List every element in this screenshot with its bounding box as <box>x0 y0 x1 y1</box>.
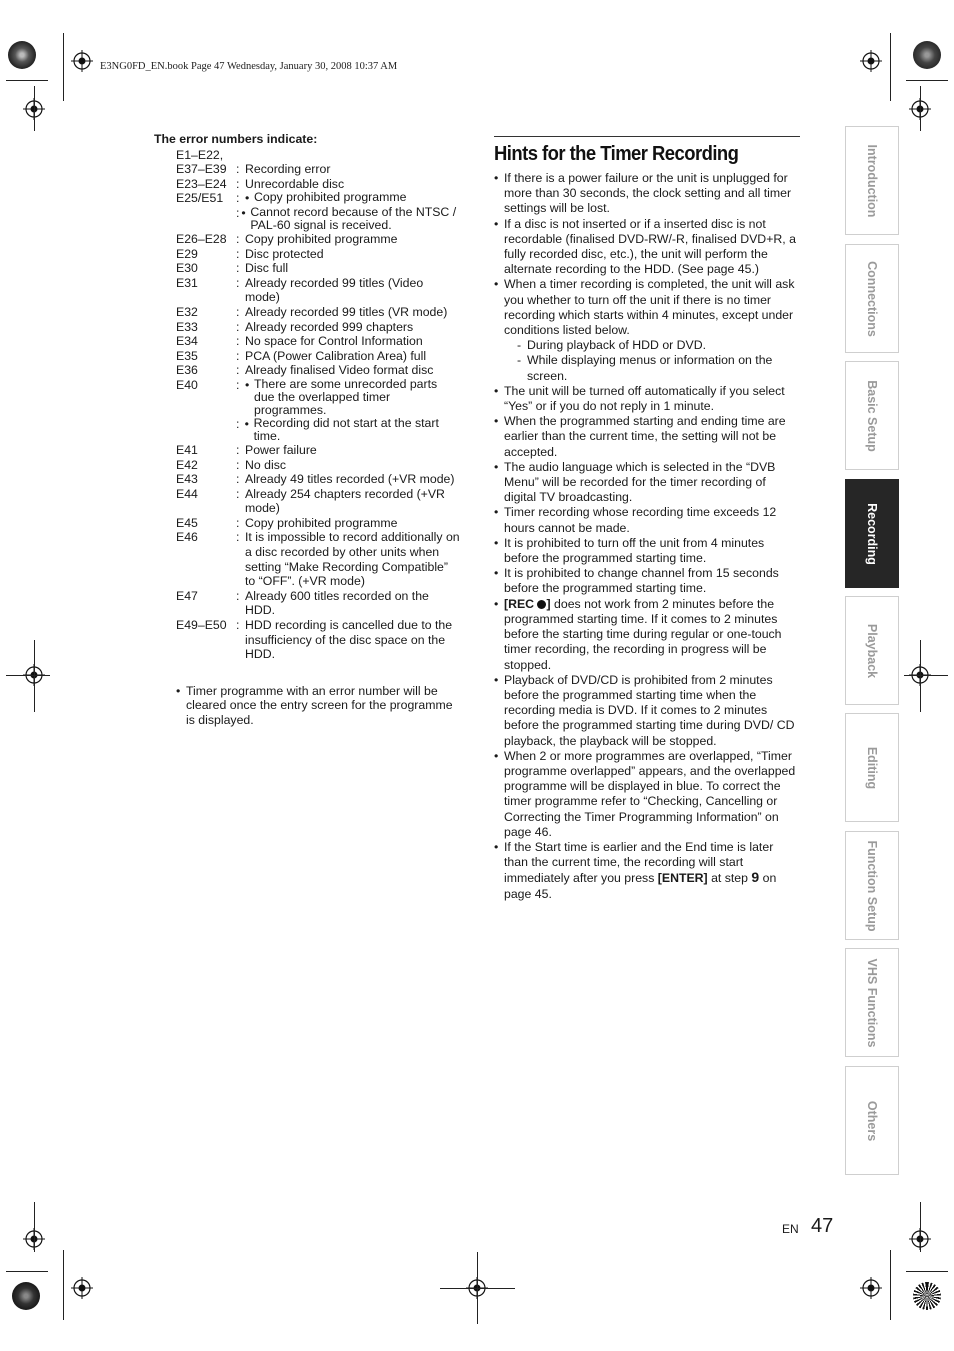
enter-key-label: [ENTER] <box>657 871 708 886</box>
error-code: E46 <box>176 530 198 545</box>
error-code: E47 <box>176 588 198 603</box>
hint-item: • The unit will be turned off automatically if you select “Yes” or if you do not reply in 1 minute. <box>494 384 800 414</box>
error-text: Already recorded 999 chapters <box>245 319 414 334</box>
error-row <box>176 530 460 588</box>
hint-item: • When the programmed starting and ending time are earlier than the current time, the setting will not be accepted. <box>494 414 800 460</box>
error-colon: : <box>236 191 240 206</box>
error-description <box>245 349 460 364</box>
error-code: E35 <box>176 348 198 363</box>
error-row <box>176 378 460 443</box>
hint-text: on page 45. <box>504 871 777 901</box>
error-colon: : <box>236 162 240 177</box>
registration-mark-icon <box>71 1277 93 1299</box>
error-code: E41 <box>176 442 198 457</box>
error-code: E34 <box>176 334 198 349</box>
error-code: E23–E24 <box>176 176 227 191</box>
error-colon: : <box>236 457 240 472</box>
error-colon: : <box>236 416 240 431</box>
note-item: • Timer programme with an error number will be cleared once the entry screen for the programme is displayed. <box>176 684 454 728</box>
section-rule <box>494 136 800 137</box>
book-header: E3NG0FD_EN.book Page 47 Wednesday, January 30, 2008 10:37 AM <box>100 61 398 72</box>
hint-sub-list <box>504 338 800 384</box>
hint-item <box>494 840 800 902</box>
color-target-icon <box>12 1282 40 1310</box>
hint-item: • If a disc is not inserted or if a inserted disc is not recordable (finalised DVD-RW/-R, finalised DVD+R, a fully recorded disc, etc.), the unit will perform the alternate recording to the HDD. (See page 45.) <box>494 217 800 278</box>
error-code: E40 <box>176 377 198 392</box>
error-bullet <box>245 191 460 206</box>
error-description <box>245 232 460 247</box>
hint-text: at step <box>707 871 752 886</box>
error-text: Already recorded 99 titles (VR mode) <box>245 304 448 319</box>
error-colon: : <box>236 176 240 191</box>
error-text: Recording error <box>245 162 331 177</box>
error-colon: : <box>236 275 240 290</box>
error-code: E26–E28 <box>176 231 227 246</box>
error-code: E36 <box>176 363 198 378</box>
error-text: Already 49 titles recorded (+VR mode) <box>245 472 455 487</box>
error-description <box>245 305 460 320</box>
error-row <box>176 191 460 232</box>
error-description <box>245 177 460 192</box>
error-row <box>176 363 460 378</box>
error-bullet <box>236 415 460 443</box>
error-row <box>176 305 460 320</box>
step-number: 9 <box>751 869 760 886</box>
tab-introduction[interactable]: Introduction <box>845 126 899 235</box>
bullet-text: There are some unrecorded parts due the overlapped timer programmes. <box>254 376 438 417</box>
error-description <box>245 458 460 473</box>
section-title: Hints for the Timer Recording <box>494 142 739 165</box>
color-target-icon <box>913 1282 941 1310</box>
error-code: E42 <box>176 457 198 472</box>
color-target-icon <box>913 41 941 69</box>
error-row <box>176 177 460 192</box>
error-description <box>245 443 460 458</box>
error-description <box>245 516 460 531</box>
bullet-icon: • <box>241 205 246 220</box>
error-code: E33 <box>176 319 198 334</box>
error-row <box>176 247 460 262</box>
error-colon: : <box>236 472 240 487</box>
hints-list <box>494 171 800 902</box>
hint-item: • The audio language which is selected in the “DVB Menu” will be recorded for the timer recording of digital TV broadcasting. <box>494 460 800 506</box>
registration-mark-icon <box>71 50 93 72</box>
tab-recording[interactable]: Recording <box>845 479 899 588</box>
bullet-icon: • <box>244 416 249 431</box>
registration-mark-icon <box>860 1277 882 1299</box>
error-description <box>245 320 460 335</box>
error-code: E49–E50 <box>176 618 227 633</box>
error-code: E1–E22, <box>176 147 224 162</box>
error-code: E45 <box>176 515 198 530</box>
error-code: E31 <box>176 275 198 290</box>
error-text: Power failure <box>245 442 317 457</box>
tab-playback[interactable]: Playback <box>845 596 899 705</box>
hint-sub-item: - During playback of HDD or DVD. <box>517 338 800 353</box>
rec-key-label-end: ] <box>546 596 551 611</box>
error-row <box>176 320 460 335</box>
error-text: Already 254 chapters recorded (+VR mode) <box>245 486 445 516</box>
hints-section <box>494 136 800 902</box>
bullet-icon: • <box>245 377 250 392</box>
error-text: Already finalised Video format disc <box>245 363 434 378</box>
hint-item: • It is prohibited to change channel from 15 seconds before the programmed starting time. <box>494 566 800 596</box>
error-description <box>245 276 460 305</box>
error-description <box>245 530 460 588</box>
error-description <box>245 618 460 662</box>
error-row <box>176 334 460 349</box>
error-row <box>176 516 460 531</box>
error-row <box>176 458 460 473</box>
error-description <box>245 162 460 177</box>
error-colon: : <box>236 348 240 363</box>
error-code: E44 <box>176 486 198 501</box>
error-row <box>176 487 460 516</box>
error-code: E43 <box>176 472 198 487</box>
hint-item: • It is prohibited to turn off the unit from 4 minutes before the programmed starting time. <box>494 536 800 566</box>
error-text: HDD recording is cancelled due to the insufficiency of the disc space on the HDD. <box>245 618 453 662</box>
tab-function-setup[interactable]: Function Setup <box>845 831 899 940</box>
error-colon: : <box>236 205 240 220</box>
hint-text: does not work from 2 minutes before the programmed starting time. If it comes to 2 minutes before the starting time during regular or one-touch timer recording, the recording in progress will be stopped. <box>504 596 782 672</box>
error-note <box>176 684 454 728</box>
error-code: E25/E51 <box>176 191 224 206</box>
hint-sub-item: - While displaying menus or information on the screen. <box>517 353 800 383</box>
error-colon <box>236 148 245 163</box>
tab-vhs-functions[interactable]: VHS Functions <box>845 948 899 1057</box>
tab-basic-setup[interactable]: Basic Setup <box>845 361 899 470</box>
hint-item <box>494 597 800 673</box>
error-row <box>176 443 460 458</box>
error-description <box>245 247 460 262</box>
error-text: Already recorded 99 titles (Video mode) <box>245 275 424 305</box>
error-colon: : <box>236 530 240 545</box>
registration-mark-icon <box>860 50 882 72</box>
error-bullet <box>245 378 460 417</box>
error-numbers-section <box>154 132 464 728</box>
error-row <box>176 472 460 487</box>
error-text: Disc protected <box>245 246 324 261</box>
error-colon: : <box>236 588 240 603</box>
error-row <box>176 261 460 276</box>
error-description <box>236 190 460 232</box>
hint-item <box>494 277 800 383</box>
error-colon: : <box>236 246 240 261</box>
error-row <box>176 589 460 618</box>
bullet-text: Cannot record because of the NTSC / PAL-60 signal is received. <box>250 204 457 232</box>
error-table <box>176 148 460 662</box>
bullet-text: Copy prohibited programme <box>254 190 407 205</box>
error-code: E30 <box>176 261 198 276</box>
error-text: Already 600 titles recorded on the HDD. <box>245 588 429 618</box>
error-colon: : <box>236 363 240 378</box>
error-colon: : <box>236 618 240 633</box>
error-heading: The error numbers indicate: <box>154 132 318 146</box>
error-description <box>245 472 460 487</box>
hint-item: • When 2 or more programmes are overlapped, “Timer programme overlapped” appears, and the overlapped programme will be displayed in blue. To correct the timer programme refer to “Checking, Cancelling or Correcting the Timer Programming Information” on page 46. <box>494 749 800 840</box>
error-code: E37–E39 <box>176 162 227 177</box>
hint-item: • Timer recording whose recording time exceeds 12 hours cannot be made. <box>494 505 800 535</box>
error-description <box>245 589 460 618</box>
error-description <box>236 376 460 443</box>
error-colon: : <box>236 515 240 530</box>
error-text: No disc <box>245 457 287 472</box>
error-row <box>176 162 460 177</box>
error-colon: : <box>236 319 240 334</box>
error-row <box>176 232 460 247</box>
error-row <box>176 349 460 364</box>
error-description <box>245 148 460 163</box>
error-text: PCA (Power Calibration Area) full <box>245 348 427 363</box>
error-colon: : <box>236 442 240 457</box>
hint-text: When a timer recording is completed, the unit will ask you whether to turn off the unit if there is no timer recording which starts within 4 minutes, except under conditions listed below. <box>504 277 795 338</box>
bullet-icon: • <box>245 191 250 206</box>
tab-connections[interactable]: Connections <box>845 244 899 353</box>
error-text: It is impossible to record additionally on a disc recorded by other units when setting “Make Recording Compatible” to “OFF”. (+VR mode) <box>245 530 460 589</box>
error-text: Copy prohibited programme <box>245 231 398 246</box>
color-target-icon <box>8 41 36 69</box>
error-description <box>245 487 460 516</box>
error-text: Disc full <box>245 261 289 276</box>
error-row <box>176 276 460 305</box>
error-colon: : <box>236 261 240 276</box>
error-colon: : <box>236 486 240 501</box>
hint-item: • Playback of DVD/CD is prohibited from 2 minutes before the programmed starting time when the recording media is DVD. If it comes to 2 minutes before the programmed starting time during DVD/ CD playback, the playback will be stopped. <box>494 673 800 749</box>
bullet-text: Recording did not start at the start time. <box>253 415 439 443</box>
error-description <box>245 334 460 349</box>
error-colon: : <box>236 334 240 349</box>
error-bullet <box>236 204 460 232</box>
error-colon: : <box>236 231 240 246</box>
tab-editing[interactable]: Editing <box>845 713 899 822</box>
hint-text: If the Start time is earlier and the End time is later than the current time, the recording will start immediately after you press <box>504 839 774 886</box>
language-code: EN <box>782 1222 799 1236</box>
rec-key-label: [REC <box>504 596 535 611</box>
error-code: E32 <box>176 304 198 319</box>
hint-item: • If there is a power failure or the unit is unplugged for more than 30 seconds, the clock setting and all timer settings will be lost. <box>494 171 800 217</box>
error-text: Unrecordable disc <box>245 176 345 191</box>
error-text: Copy prohibited programme <box>245 515 398 530</box>
error-row <box>176 148 460 163</box>
error-code: E29 <box>176 246 198 261</box>
error-description <box>245 363 460 378</box>
error-row <box>176 618 460 662</box>
error-description <box>245 261 460 276</box>
error-colon: : <box>236 377 240 392</box>
tab-others[interactable]: Others <box>845 1066 899 1175</box>
error-colon: : <box>236 304 240 319</box>
page-number: 47 <box>811 1215 834 1237</box>
error-text: No space for Control Information <box>245 334 423 349</box>
